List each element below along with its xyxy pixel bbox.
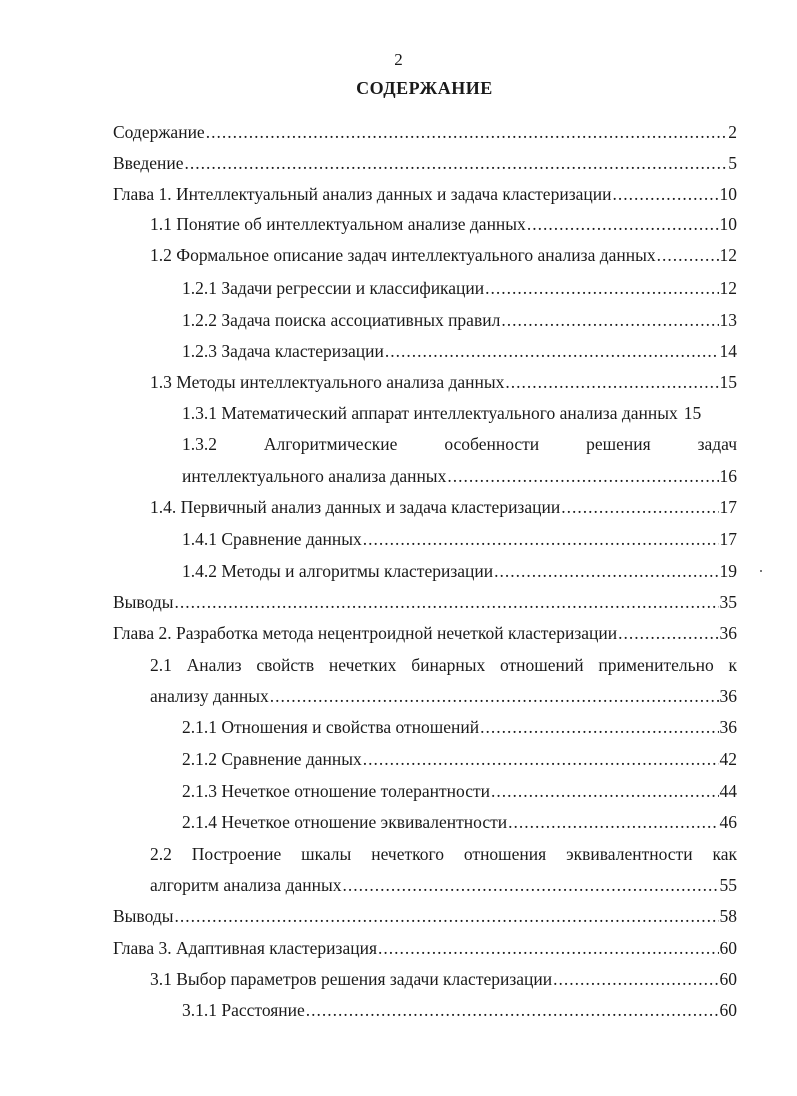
toc-entry-page: 36 — [719, 623, 737, 643]
dot-leader — [174, 905, 718, 927]
toc-entry — [150, 213, 737, 235]
toc-entry — [113, 937, 737, 959]
toc-entry-label: Содержание — [113, 122, 205, 142]
dot-leader — [501, 309, 718, 331]
toc-entry — [182, 528, 737, 550]
dot-leader — [174, 591, 718, 613]
toc-entry-page: 10 — [719, 184, 737, 204]
toc-entry-page: 5 — [728, 153, 737, 173]
toc-entry — [182, 811, 737, 833]
toc-entry — [182, 309, 737, 331]
toc-entry — [113, 622, 737, 644]
toc-entry-label: 1.1 Понятие об интеллектуальном анализе данных — [150, 214, 526, 234]
toc-entry-page: 16 — [719, 466, 737, 486]
toc-entry-page: 60 — [719, 1000, 737, 1020]
dot-leader — [485, 277, 718, 299]
toc-entry-label: 1.2.3 Задача кластеризации — [182, 341, 384, 361]
toc-entry-label: интеллектуального анализа данных — [182, 466, 447, 486]
toc-entry — [150, 685, 737, 707]
toc-entry-label: 1.2.1 Задачи регрессии и классификации — [182, 278, 485, 298]
toc-entry-page: 19 — [719, 561, 737, 581]
toc-entry — [150, 496, 737, 518]
dot-leader — [363, 748, 719, 770]
toc-entry-label: 1.4.1 Сравнение данных — [182, 529, 362, 549]
toc-entry-label: Глава 2. Разработка метода нецентроидной нечеткой кластеризации — [113, 623, 618, 643]
toc-entry-label: 1.4. Первичный анализ данных и задача кластеризации — [150, 497, 561, 517]
dot-leader — [527, 213, 719, 235]
toc-entry-page: 42 — [719, 749, 737, 769]
dot-leader — [618, 622, 718, 644]
toc-entry-page: 35 — [719, 592, 737, 612]
dot-leader — [447, 465, 718, 487]
page-title: СОДЕРЖАНИЕ — [356, 78, 493, 98]
toc-entry-page: 60 — [719, 969, 737, 989]
toc-entry — [113, 121, 737, 143]
toc-entry-label: алгоритм анализа данных — [150, 875, 342, 895]
toc-entry — [150, 244, 737, 266]
toc-entry-label: Выводы — [113, 592, 174, 612]
toc-entry — [182, 999, 737, 1021]
toc-entry — [150, 371, 737, 393]
toc-entry — [182, 560, 737, 582]
scan-speck — [760, 570, 762, 572]
toc-entry-page: 14 — [719, 341, 737, 361]
toc-entry-label: Введение — [113, 153, 184, 173]
dot-leader — [494, 560, 718, 582]
toc-entry — [182, 465, 737, 487]
toc-entry-label: 2.1.2 Сравнение данных — [182, 749, 362, 769]
dot-leader — [342, 874, 718, 896]
toc-entry-label: Выводы — [113, 906, 174, 926]
toc-entry-page: 10 — [719, 214, 737, 234]
toc-entry-label: Глава 3. Адаптивная кластеризация — [113, 938, 378, 958]
toc-word: 1.3.2 — [182, 434, 217, 454]
page-number: 2 — [394, 50, 403, 69]
dot-leader — [270, 685, 719, 707]
dot-leader — [306, 999, 719, 1021]
toc-entry-page: 58 — [719, 906, 737, 926]
toc-word: Алгоритмические — [263, 434, 398, 454]
toc-entry — [113, 183, 737, 205]
dot-leader — [206, 121, 728, 143]
toc-entry-page: 44 — [719, 781, 737, 801]
toc-entry-label: 2.1.4 Нечеткое отношение эквивалентности — [182, 812, 508, 832]
toc-entry — [113, 905, 737, 927]
toc-entry-page: 2 — [728, 122, 737, 142]
toc-entry — [182, 748, 737, 770]
toc-entry-wrapped-line — [182, 433, 737, 455]
toc-entry-label: 2.1.1 Отношения и свойства отношений — [182, 717, 480, 737]
toc-entry-page: 17 — [719, 497, 737, 517]
dot-leader — [561, 496, 718, 518]
toc-entry-page: 36 — [719, 686, 737, 706]
toc-entry — [113, 591, 737, 613]
toc-entry-label: 3.1.1 Расстояние — [182, 1000, 305, 1020]
toc-entry-page: 17 — [719, 529, 737, 549]
toc-entry-page: 60 — [719, 938, 737, 958]
toc-entry-wrapped-line: 2.1 Анализ свойств нечетких бинарных отношений применительно к — [150, 655, 737, 675]
toc-entry — [182, 402, 737, 424]
toc-entry-label: Глава 1. Интеллектуальный анализ данных и задача кластеризации — [113, 184, 612, 204]
dot-leader — [378, 937, 718, 959]
dot-leader — [505, 371, 718, 393]
toc-entry-label: 1.3.1 Математический аппарат интеллектуального анализа данных — [182, 403, 678, 423]
toc-entry-label: 1.4.2 Методы и алгоритмы кластеризации — [182, 561, 494, 581]
toc-entry — [150, 874, 737, 896]
toc-entry-page: 15 — [719, 372, 737, 392]
dot-leader — [491, 780, 719, 802]
toc-entry-label: 2.1.3 Нечеткое отношение толерантности — [182, 781, 490, 801]
toc-word: особенности — [444, 434, 540, 454]
toc-entry — [182, 277, 737, 299]
toc-entry-label: 1.3 Методы интеллектуального анализа данных — [150, 372, 505, 392]
toc-entry — [113, 152, 737, 174]
toc-entry-page: 36 — [719, 717, 737, 737]
toc-word: задач — [697, 434, 738, 454]
dot-leader — [508, 811, 718, 833]
toc-entry — [182, 340, 737, 362]
toc-entry-label: 1.2 Формальное описание задач интеллектуального анализа данных — [150, 245, 656, 265]
dot-leader — [480, 716, 718, 738]
toc-entry — [182, 780, 737, 802]
dot-leader — [657, 244, 719, 266]
toc-entry — [150, 968, 737, 990]
toc-entry-label: 1.2.2 Задача поиска ассоциативных правил — [182, 310, 501, 330]
dot-leader — [612, 183, 718, 205]
toc-entry-label: анализу данных — [150, 686, 269, 706]
toc-entry — [182, 716, 737, 738]
toc-entry-label: 3.1 Выбор параметров решения задачи кластеризации — [150, 969, 553, 989]
toc-entry-page: 55 — [719, 875, 737, 895]
dot-leader — [363, 528, 719, 550]
dot-leader — [385, 340, 719, 362]
toc-word: решения — [586, 434, 651, 454]
dot-leader — [185, 152, 728, 174]
toc-entry-page: 46 — [719, 812, 737, 832]
toc-entry-wrapped-line: 2.2 Построение шкалы нечеткого отношения эквивалентности как — [150, 844, 737, 864]
toc-entry-page: 13 — [719, 310, 737, 330]
toc-entry-page: 15 — [683, 403, 702, 423]
toc-entry-page: 12 — [719, 278, 737, 298]
toc-entry-page: 12 — [719, 245, 737, 265]
dot-leader — [553, 968, 718, 990]
